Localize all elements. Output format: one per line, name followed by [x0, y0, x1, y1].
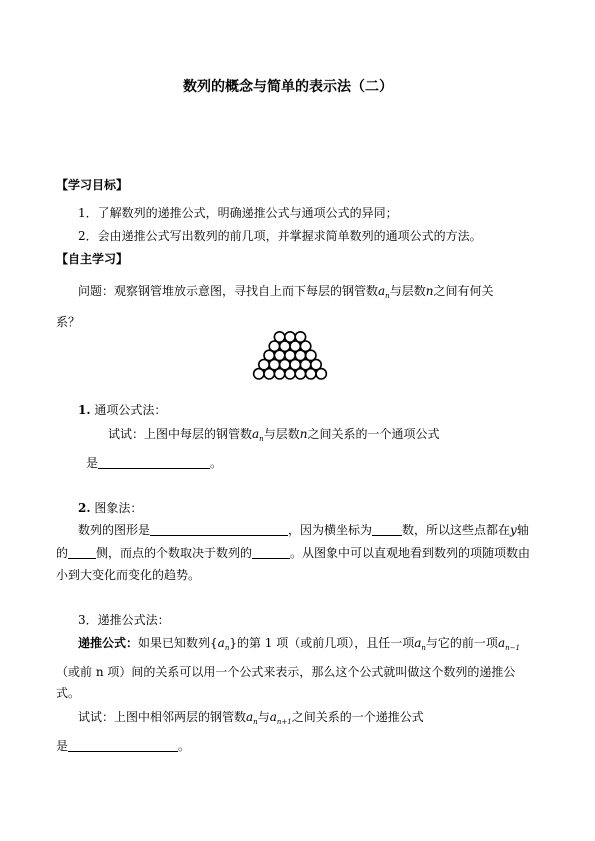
part3-try-pre: 试试：上图中相邻两层的钢管数 [78, 710, 247, 724]
part2-var-y: y [510, 523, 517, 537]
part3-definition-line-2: （或前 n 项）间的关系可以用一个公式来表示，那么这个公式就叫做这个数列的递推公 [56, 665, 516, 679]
part3-try-var-a: a [246, 710, 254, 724]
part1-is-post: 。 [210, 456, 223, 470]
part3-sub-n: n [224, 644, 230, 652]
part2-heading [78, 500, 142, 516]
part2-l1-mid: ，因为横坐标为 [288, 523, 373, 537]
part3-def-mid2: 与它的前一项 [425, 636, 498, 650]
part3-is-post: 。 [178, 739, 191, 753]
pipe-circle [285, 369, 295, 379]
section-heading-goals: 【学习目标】 [56, 178, 129, 192]
part2-l1-mid2: 数，所以这些点都在 [402, 523, 511, 537]
problem-text-pre: 问题：观察钢管堆放示意图，寻找自上而下每层的钢管数 [78, 284, 379, 298]
part2-line-3: 小到大变化而变化的趋势。 [56, 568, 201, 582]
part1-try-post: 之间关系的一个通项公式 [307, 427, 440, 441]
part3-label: 递推公式法： [97, 613, 170, 627]
goal-item-1: 1．了解数列的递推公式，明确递推公式与通项公式的异同； [78, 206, 398, 220]
part3-definition-line-1 [78, 635, 520, 651]
part3-definition-line-3: 式。 [56, 686, 81, 700]
section-heading-self-study: 【自主学习】 [56, 252, 129, 266]
part2-blank-xcoord[interactable] [372, 523, 402, 536]
part1-try-pre: 试试：上图中每层的钢管数 [108, 427, 253, 441]
problem-line-1 [78, 283, 493, 299]
part3-sub-n-minus-1: n−1 [505, 644, 520, 652]
part1-try-line [108, 426, 439, 442]
part3-var-a-3: a [497, 636, 506, 650]
part2-num: 2. [78, 501, 91, 515]
part1-try-mid: 与层数 [263, 427, 300, 441]
sub-n: n [385, 292, 390, 300]
part2-l1-post: 轴 [516, 523, 529, 537]
problem-text-post: 之间有何关 [433, 284, 494, 298]
part2-l2-mid: 侧，而点的个数取决于数列的 [96, 546, 253, 560]
part2-l2-post: 。从图象中可以直观地看到数列的项随项数由 [290, 546, 531, 560]
part3-sub-n-2: n [421, 644, 426, 652]
part1-var-n: n [299, 427, 308, 441]
part2-line-1 [78, 522, 529, 538]
problem-line-2: 系？ [56, 315, 81, 329]
part1-heading [78, 402, 166, 418]
part1-sub-n: n [259, 435, 264, 443]
part3-def-pre: 如果已知数列 [138, 636, 211, 650]
part2-blank-graph[interactable] [150, 523, 288, 536]
part3-try-var-a-2: a [269, 710, 277, 724]
part3-brace-close: } [229, 636, 237, 650]
page-title: 数列的概念与简单的表示法（二） [183, 79, 393, 95]
part3-try-sub-n: n [253, 718, 258, 726]
part3-try-line [78, 709, 424, 725]
part3-num: 3． [78, 613, 98, 627]
part3-var-a-2: a [414, 636, 422, 650]
part2-blank-side[interactable] [68, 546, 96, 559]
part3-var-a: a [217, 636, 225, 650]
part3-def-label: 递推公式： [78, 636, 139, 650]
part1-num: 1. [78, 403, 91, 417]
part3-brace-open: { [210, 636, 218, 650]
pipe-circle [316, 369, 326, 379]
part2-blank-count[interactable] [252, 546, 290, 559]
var-a: a [378, 284, 386, 298]
part3-answer-line [56, 738, 190, 754]
part2-l2-pre: 的 [56, 546, 69, 560]
part3-is-pre: 是 [56, 739, 69, 753]
pipe-circle [254, 369, 264, 379]
var-n: n [425, 284, 434, 298]
part3-heading [78, 612, 170, 628]
part3-try-sub-n-plus-1: n+1 [276, 718, 292, 726]
part1-var-a: a [252, 427, 260, 441]
pipe-circle [306, 369, 316, 379]
part3-def-mid: 的第 1 项（或前几项），且任一项 [236, 636, 415, 650]
part2-l1-pre: 数列的图形是 [78, 523, 151, 537]
part1-label: 通项公式法： [94, 403, 167, 417]
part1-is-pre: 是 [86, 456, 99, 470]
pipe-circle [264, 369, 274, 379]
pipe-stack-figure [250, 330, 330, 385]
problem-text-mid: 与层数 [389, 284, 426, 298]
part3-try-and: 与 [257, 710, 270, 724]
part3-try-post: 之间关系的一个递推公式 [291, 710, 424, 724]
part1-answer-line [86, 455, 222, 471]
part2-line-2 [56, 545, 530, 561]
goal-item-2: 2．会由递推公式写出数列的前几项，并掌握求简单数列的通项公式的方法。 [78, 229, 482, 243]
part3-answer-blank[interactable] [68, 739, 178, 752]
part2-label: 图象法： [94, 501, 143, 515]
pipe-circle [274, 369, 284, 379]
pipe-circle [295, 369, 305, 379]
part1-answer-blank[interactable] [98, 456, 210, 469]
